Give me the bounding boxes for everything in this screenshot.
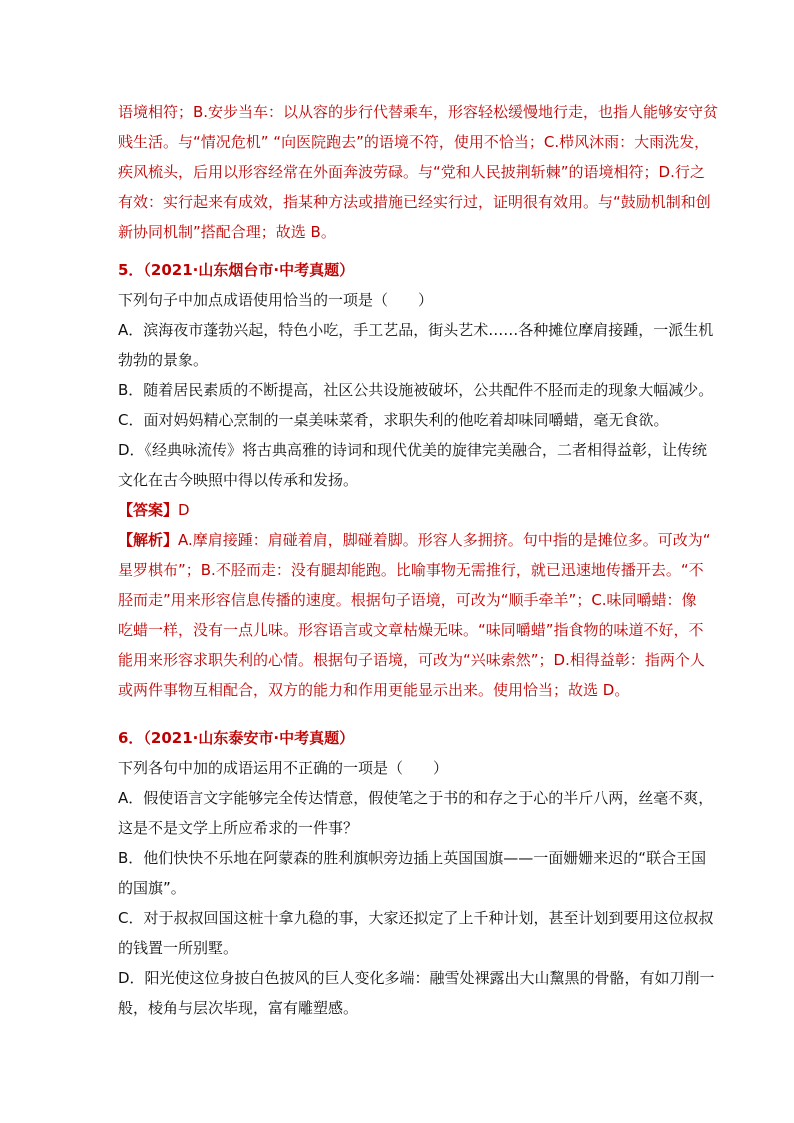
question-header: 5．（2021·山东烟台市·中考真题）: [118, 261, 355, 279]
option-line: 的国旗”。: [118, 879, 186, 897]
option-line: D．阳光使这位身披白色披风的巨人变化多端：融雪处裸露出大山黧黑的骨骼，有如刀削一: [118, 969, 715, 987]
option-line: 这是不是文学上所应希求的一件事？: [118, 819, 359, 837]
option-line: 勃勃的景象。: [118, 351, 209, 369]
analysis-line: 吃蜡一样，没有一点儿味。形容语言或文章枯燥无味。“味同嚼蜡”指食物的味道不好，不: [118, 621, 704, 639]
option-line: 般，棱角与层次毕现，富有雕塑感。: [118, 999, 359, 1017]
explanation-line: 疾风梳头，后用以形容经常在外面奔波劳碌。与“党和人民披荆斩棘”的语境相符；D.行之: [118, 163, 705, 181]
explanation-line: 贱生活。与“情况危机” “向医院跑去”的语境不符，使用不恰当；C.栉风沐雨：大雨洗发，: [118, 133, 710, 151]
option-line: C．面对妈妈精心烹制的一桌美味菜肴，求职失利的他吃着却味同嚼蜡，毫无食欲。: [118, 411, 669, 429]
answer-line: [118, 500, 678, 530]
analysis-line: 或两件事物互相配合，双方的能力和作用更能显示出来。使用恰当；故选 D。: [118, 681, 630, 699]
option-line: A．滨海夜市蓬勃兴起，特色小吃，手工艺品，街头艺术……各种摊位摩肩接踵，一派生机: [118, 321, 714, 339]
analysis-line: [118, 530, 711, 560]
option-line: B．他们快快不乐地在阿蒙森的胜利旗帜旁边插上英国国旗——一面姗姗来迟的“联合王国: [118, 849, 707, 867]
answer-value: D: [178, 501, 190, 519]
option-line: 的钱置一所别墅。: [118, 939, 239, 957]
question-header: 6．（2021·山东泰安市·中考真题）: [118, 729, 355, 747]
explanation-line: 语境相符；B.安步当车：以从容的步行代替乘车，形容轻松缓慢地行走，也指人能够安守贫: [118, 103, 719, 121]
explanation-line: 有效：实行起来有成效，指某种方法或措施已经实行过，证明很有效用。与“鼓励机制和创: [118, 193, 711, 211]
option-line: A．假使语言文字能够完全传达情意，假使笔之于书的和存之于心的半斤八两，丝毫不爽，: [118, 789, 714, 807]
analysis-line: 星罗棋布”；B.不胫而走：没有腿却能跑。比喻事物无需推行，就已迅速地传播开去。“不: [118, 561, 704, 579]
analysis-line: 胫而走”用来形容信息传播的速度。根据句子语境，可改为“顺手牵羊”；C.味同嚼蜡：像: [118, 591, 697, 609]
question-6: [118, 728, 715, 1028]
analysis-tag: 【解析】: [118, 531, 179, 549]
option-line: D．《经典咏流传》将古典高雅的诗词和现代优美的旋律完美融合，二者相得益彰，让传统: [118, 441, 708, 459]
analysis-line: 能用来形容求职失利的心情。根据句子语境，可改为“兴味索然”；D.相得益彰：指两个人: [118, 651, 705, 669]
option-line: 文化在古今映照中得以传承和发扬。: [118, 471, 359, 489]
explanation-line: 新协同机制”搭配合理；故选 B。: [118, 223, 336, 241]
question-stem: 下列句子中加点成语使用恰当的一项是（ ）: [118, 291, 434, 309]
question-5: [118, 260, 714, 710]
answer-tag: 【答案】: [118, 501, 179, 519]
question-stem: 下列各句中加的成语运用不正确的一项是（ ）: [118, 759, 449, 777]
analysis-text: A.摩肩接踵：肩碰着肩，脚碰着脚。形容人多拥挤。句中指的是摊位多。可改为“: [178, 531, 711, 549]
option-line: B．随着居民素质的不断提高，社区公共设施被破坏，公共配件不胫而走的现象大幅减少。: [118, 381, 714, 399]
prev-explanation: [118, 102, 719, 252]
option-line: C．对于叔叔回国这桩十拿九稳的事，大家还拟定了上千种计划，甚至计划到要用这位叔叔: [118, 909, 714, 927]
